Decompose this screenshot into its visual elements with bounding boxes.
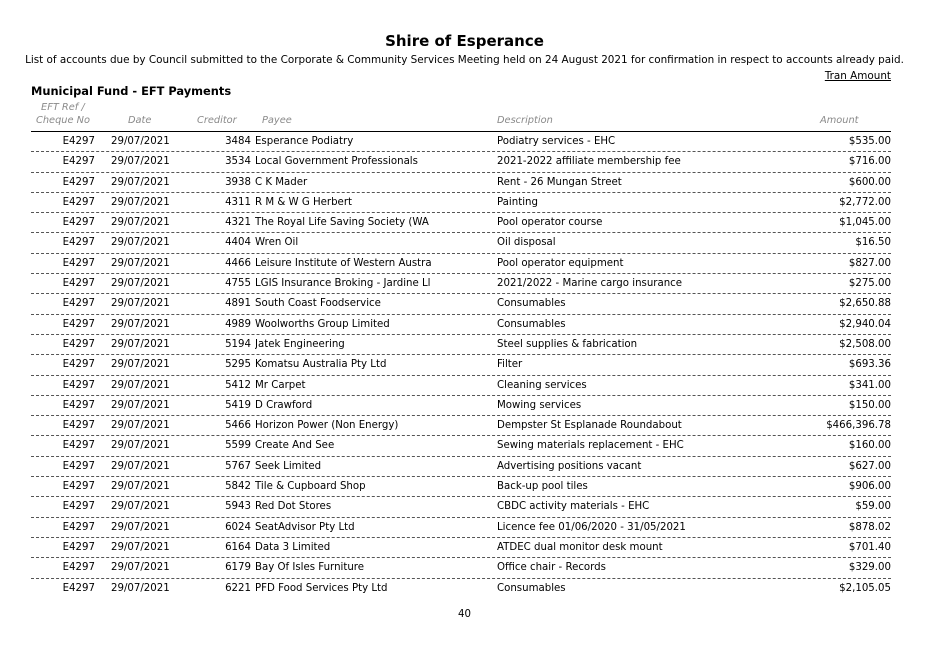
creditor-cell: 5842 <box>225 481 251 493</box>
date-cell: 29/07/2021 <box>111 481 170 493</box>
description-cell: Consumables <box>497 318 566 330</box>
description-cell: Pool operator equipment <box>497 257 624 269</box>
date-cell: 29/07/2021 <box>111 420 170 432</box>
amount-cell: $2,105.05 <box>839 582 891 594</box>
date-cell: 29/07/2021 <box>111 541 170 553</box>
creditor-cell: 3534 <box>225 156 251 168</box>
table-row <box>31 436 891 456</box>
page-title: Shire of Esperance <box>385 32 544 50</box>
eft-ref-cell: E4297 <box>62 501 95 513</box>
eft-ref-cell: E4297 <box>62 196 95 208</box>
eft-ref-cell: E4297 <box>62 136 95 147</box>
description-cell: Back-up pool tiles <box>497 481 588 493</box>
amount-cell: $16.50 <box>855 237 891 249</box>
payee-cell: The Royal Life Saving Society (WA <box>255 217 429 229</box>
eft-ref-cell: E4297 <box>62 399 95 411</box>
col-header-date: Date <box>128 115 152 126</box>
date-cell: 29/07/2021 <box>111 278 170 290</box>
amount-cell: $160.00 <box>848 440 891 452</box>
description-cell: Filter <box>497 359 523 371</box>
description-cell: Mowing services <box>497 399 582 411</box>
payee-cell: Tile & Cupboard Shop <box>255 481 366 493</box>
table-row <box>31 497 891 517</box>
table-row <box>31 355 891 375</box>
description-cell: Advertising positions vacant <box>497 460 642 472</box>
description-cell: Steel supplies & fabrication <box>497 338 638 350</box>
table-row <box>31 518 891 538</box>
date-cell: 29/07/2021 <box>111 257 170 269</box>
description-cell: Oil disposal <box>497 237 556 249</box>
creditor-cell: 6024 <box>225 521 251 533</box>
eft-ref-cell: E4297 <box>62 562 95 574</box>
tran-amount-link[interactable]: Tran Amount <box>824 70 891 82</box>
description-cell: Painting <box>497 196 538 208</box>
amount-cell: $150.00 <box>848 399 891 411</box>
page-number: 40 <box>458 609 471 620</box>
eft-ref-cell: E4297 <box>62 541 95 553</box>
creditor-cell: 6179 <box>225 562 251 574</box>
creditor-cell: 5943 <box>225 501 251 513</box>
payee-cell: Woolworths Group Limited <box>255 318 390 330</box>
creditor-cell: 5419 <box>225 399 251 411</box>
payee-cell: Wren Oil <box>255 237 299 249</box>
date-cell: 29/07/2021 <box>111 582 170 594</box>
table-row <box>31 335 891 355</box>
description-cell: Pool operator course <box>497 217 603 229</box>
eft-ref-cell: E4297 <box>62 481 95 493</box>
creditor-cell: 6164 <box>225 541 251 553</box>
col-header-ref-line1: EFT Ref / <box>41 102 85 113</box>
amount-cell: $827.00 <box>848 257 891 269</box>
col-header-payee: Payee <box>262 115 292 126</box>
payee-cell: C K Mader <box>255 176 308 188</box>
page-subtitle: List of accounts due by Council submitted to the Corporate & Community Services Meeting held on 24 August 2021 for confirmation in respect to accounts already paid. <box>25 54 904 66</box>
col-header-creditor: Creditor <box>197 115 237 126</box>
description-cell: Cleaning services <box>497 379 587 391</box>
table-row <box>31 376 891 396</box>
amount-cell: $466,396.78 <box>826 420 891 432</box>
creditor-cell: 4989 <box>225 318 251 330</box>
date-cell: 29/07/2021 <box>111 237 170 249</box>
amount-cell: $329.00 <box>848 562 891 574</box>
amount-cell: $2,508.00 <box>839 338 891 350</box>
description-cell: Consumables <box>497 582 566 594</box>
amount-cell: $1,045.00 <box>839 217 891 229</box>
payee-cell: Seek Limited <box>255 460 322 472</box>
payee-cell: Red Dot Stores <box>255 501 332 513</box>
table-row <box>31 315 891 335</box>
payee-cell: LGIS Insurance Broking - Jardine Ll <box>255 278 431 290</box>
eft-ref-cell: E4297 <box>62 318 95 330</box>
eft-ref-cell: E4297 <box>62 217 95 229</box>
table-row <box>31 558 891 578</box>
eft-ref-cell: E4297 <box>62 278 95 290</box>
date-cell: 29/07/2021 <box>111 460 170 472</box>
eft-ref-cell: E4297 <box>62 298 95 310</box>
payee-cell: Jatek Engineering <box>255 338 345 350</box>
payee-cell: SeatAdvisor Pty Ltd <box>255 521 355 533</box>
table-row <box>31 294 891 314</box>
amount-cell: $906.00 <box>848 481 891 493</box>
creditor-cell: 5599 <box>225 440 251 452</box>
eft-ref-cell: E4297 <box>62 379 95 391</box>
date-cell: 29/07/2021 <box>111 521 170 533</box>
creditor-cell: 4466 <box>225 257 251 269</box>
table-row <box>31 457 891 477</box>
description-cell: Dempster St Esplanade Roundabout <box>497 420 682 432</box>
table-row <box>31 254 891 274</box>
col-header-amount: Amount <box>820 115 859 126</box>
table-row <box>31 579 891 598</box>
table-row <box>31 233 891 253</box>
description-cell: Rent - 26 Mungan Street <box>497 176 622 188</box>
amount-cell: $878.02 <box>848 521 891 533</box>
creditor-cell: 5466 <box>225 420 251 432</box>
eft-ref-cell: E4297 <box>62 359 95 371</box>
payee-cell: D Crawford <box>255 399 313 411</box>
payee-cell: PFD Food Services Pty Ltd <box>255 582 388 594</box>
description-cell: CBDC activity materials - EHC <box>497 501 650 513</box>
eft-ref-cell: E4297 <box>62 440 95 452</box>
table-row <box>31 213 891 233</box>
date-cell: 29/07/2021 <box>111 318 170 330</box>
amount-cell: $2,772.00 <box>839 196 891 208</box>
description-cell: Consumables <box>497 298 566 310</box>
date-cell: 29/07/2021 <box>111 136 170 147</box>
payee-cell: Leisure Institute of Western Austra <box>255 257 432 269</box>
table-row <box>31 477 891 497</box>
creditor-cell: 3938 <box>225 176 251 188</box>
table-row <box>31 416 891 436</box>
date-cell: 29/07/2021 <box>111 338 170 350</box>
payee-cell: Mr Carpet <box>255 379 306 391</box>
date-cell: 29/07/2021 <box>111 156 170 168</box>
date-cell: 29/07/2021 <box>111 379 170 391</box>
table-row <box>31 538 891 558</box>
amount-cell: $701.40 <box>848 541 891 553</box>
eft-ref-cell: E4297 <box>62 460 95 472</box>
amount-cell: $275.00 <box>848 278 891 290</box>
amount-cell: $627.00 <box>848 460 891 472</box>
eft-ref-cell: E4297 <box>62 338 95 350</box>
amount-cell: $716.00 <box>848 156 891 168</box>
description-cell: 2021-2022 affiliate membership fee <box>497 156 681 168</box>
creditor-cell: 5767 <box>225 460 251 472</box>
date-cell: 29/07/2021 <box>111 176 170 188</box>
payee-cell: South Coast Foodservice <box>255 298 381 310</box>
payee-cell: Local Government Professionals <box>255 156 418 168</box>
eft-ref-cell: E4297 <box>62 257 95 269</box>
payee-cell: Data 3 Limited <box>255 541 331 553</box>
amount-cell: $341.00 <box>848 379 891 391</box>
date-cell: 29/07/2021 <box>111 399 170 411</box>
payee-cell: Create And See <box>255 440 335 452</box>
payee-cell: R M & W G Herbert <box>255 196 353 208</box>
creditor-cell: 4321 <box>225 217 251 229</box>
payments-table <box>31 132 891 598</box>
table-row <box>31 152 891 172</box>
creditor-cell: 4891 <box>225 298 251 310</box>
description-cell: Podiatry services - EHC <box>497 136 616 147</box>
payee-cell: Horizon Power (Non Energy) <box>255 420 399 432</box>
amount-cell: $600.00 <box>848 176 891 188</box>
amount-cell: $59.00 <box>855 501 891 513</box>
eft-ref-cell: E4297 <box>62 176 95 188</box>
table-row <box>31 193 891 213</box>
eft-ref-cell: E4297 <box>62 521 95 533</box>
eft-ref-cell: E4297 <box>62 420 95 432</box>
eft-ref-cell: E4297 <box>62 582 95 594</box>
creditor-cell: 5412 <box>225 379 251 391</box>
payee-cell: Bay Of Isles Furniture <box>255 562 365 574</box>
amount-cell: $2,940.04 <box>839 318 891 330</box>
creditor-cell: 4404 <box>225 237 251 249</box>
date-cell: 29/07/2021 <box>111 298 170 310</box>
description-cell: ATDEC dual monitor desk mount <box>497 541 663 553</box>
eft-ref-cell: E4297 <box>62 237 95 249</box>
col-header-ref-line2: Cheque No <box>36 115 90 126</box>
payee-cell: Esperance Podiatry <box>255 136 354 147</box>
description-cell: Sewing materials replacement - EHC <box>497 440 684 452</box>
table-row <box>31 132 891 152</box>
payee-cell: Komatsu Australia Pty Ltd <box>255 359 387 371</box>
table-row <box>31 173 891 193</box>
creditor-cell: 4311 <box>225 196 251 208</box>
creditor-cell: 5295 <box>225 359 251 371</box>
date-cell: 29/07/2021 <box>111 440 170 452</box>
amount-cell: $693.36 <box>848 359 891 371</box>
creditor-cell: 4755 <box>225 278 251 290</box>
creditor-cell: 5194 <box>225 338 251 350</box>
creditor-cell: 6221 <box>225 582 251 594</box>
amount-cell: $535.00 <box>848 136 891 147</box>
date-cell: 29/07/2021 <box>111 562 170 574</box>
description-cell: 2021/2022 - Marine cargo insurance <box>497 278 683 290</box>
date-cell: 29/07/2021 <box>111 501 170 513</box>
creditor-cell: 3484 <box>225 136 251 147</box>
section-heading: Municipal Fund - EFT Payments <box>31 84 232 98</box>
table-row <box>31 274 891 294</box>
date-cell: 29/07/2021 <box>111 196 170 208</box>
date-cell: 29/07/2021 <box>111 359 170 371</box>
description-cell: Office chair - Records <box>497 562 606 574</box>
description-cell: Licence fee 01/06/2020 - 31/05/2021 <box>497 521 686 533</box>
table-row <box>31 396 891 416</box>
col-header-description: Description <box>497 115 553 126</box>
amount-cell: $2,650.88 <box>839 298 891 310</box>
eft-ref-cell: E4297 <box>62 156 95 168</box>
date-cell: 29/07/2021 <box>111 217 170 229</box>
